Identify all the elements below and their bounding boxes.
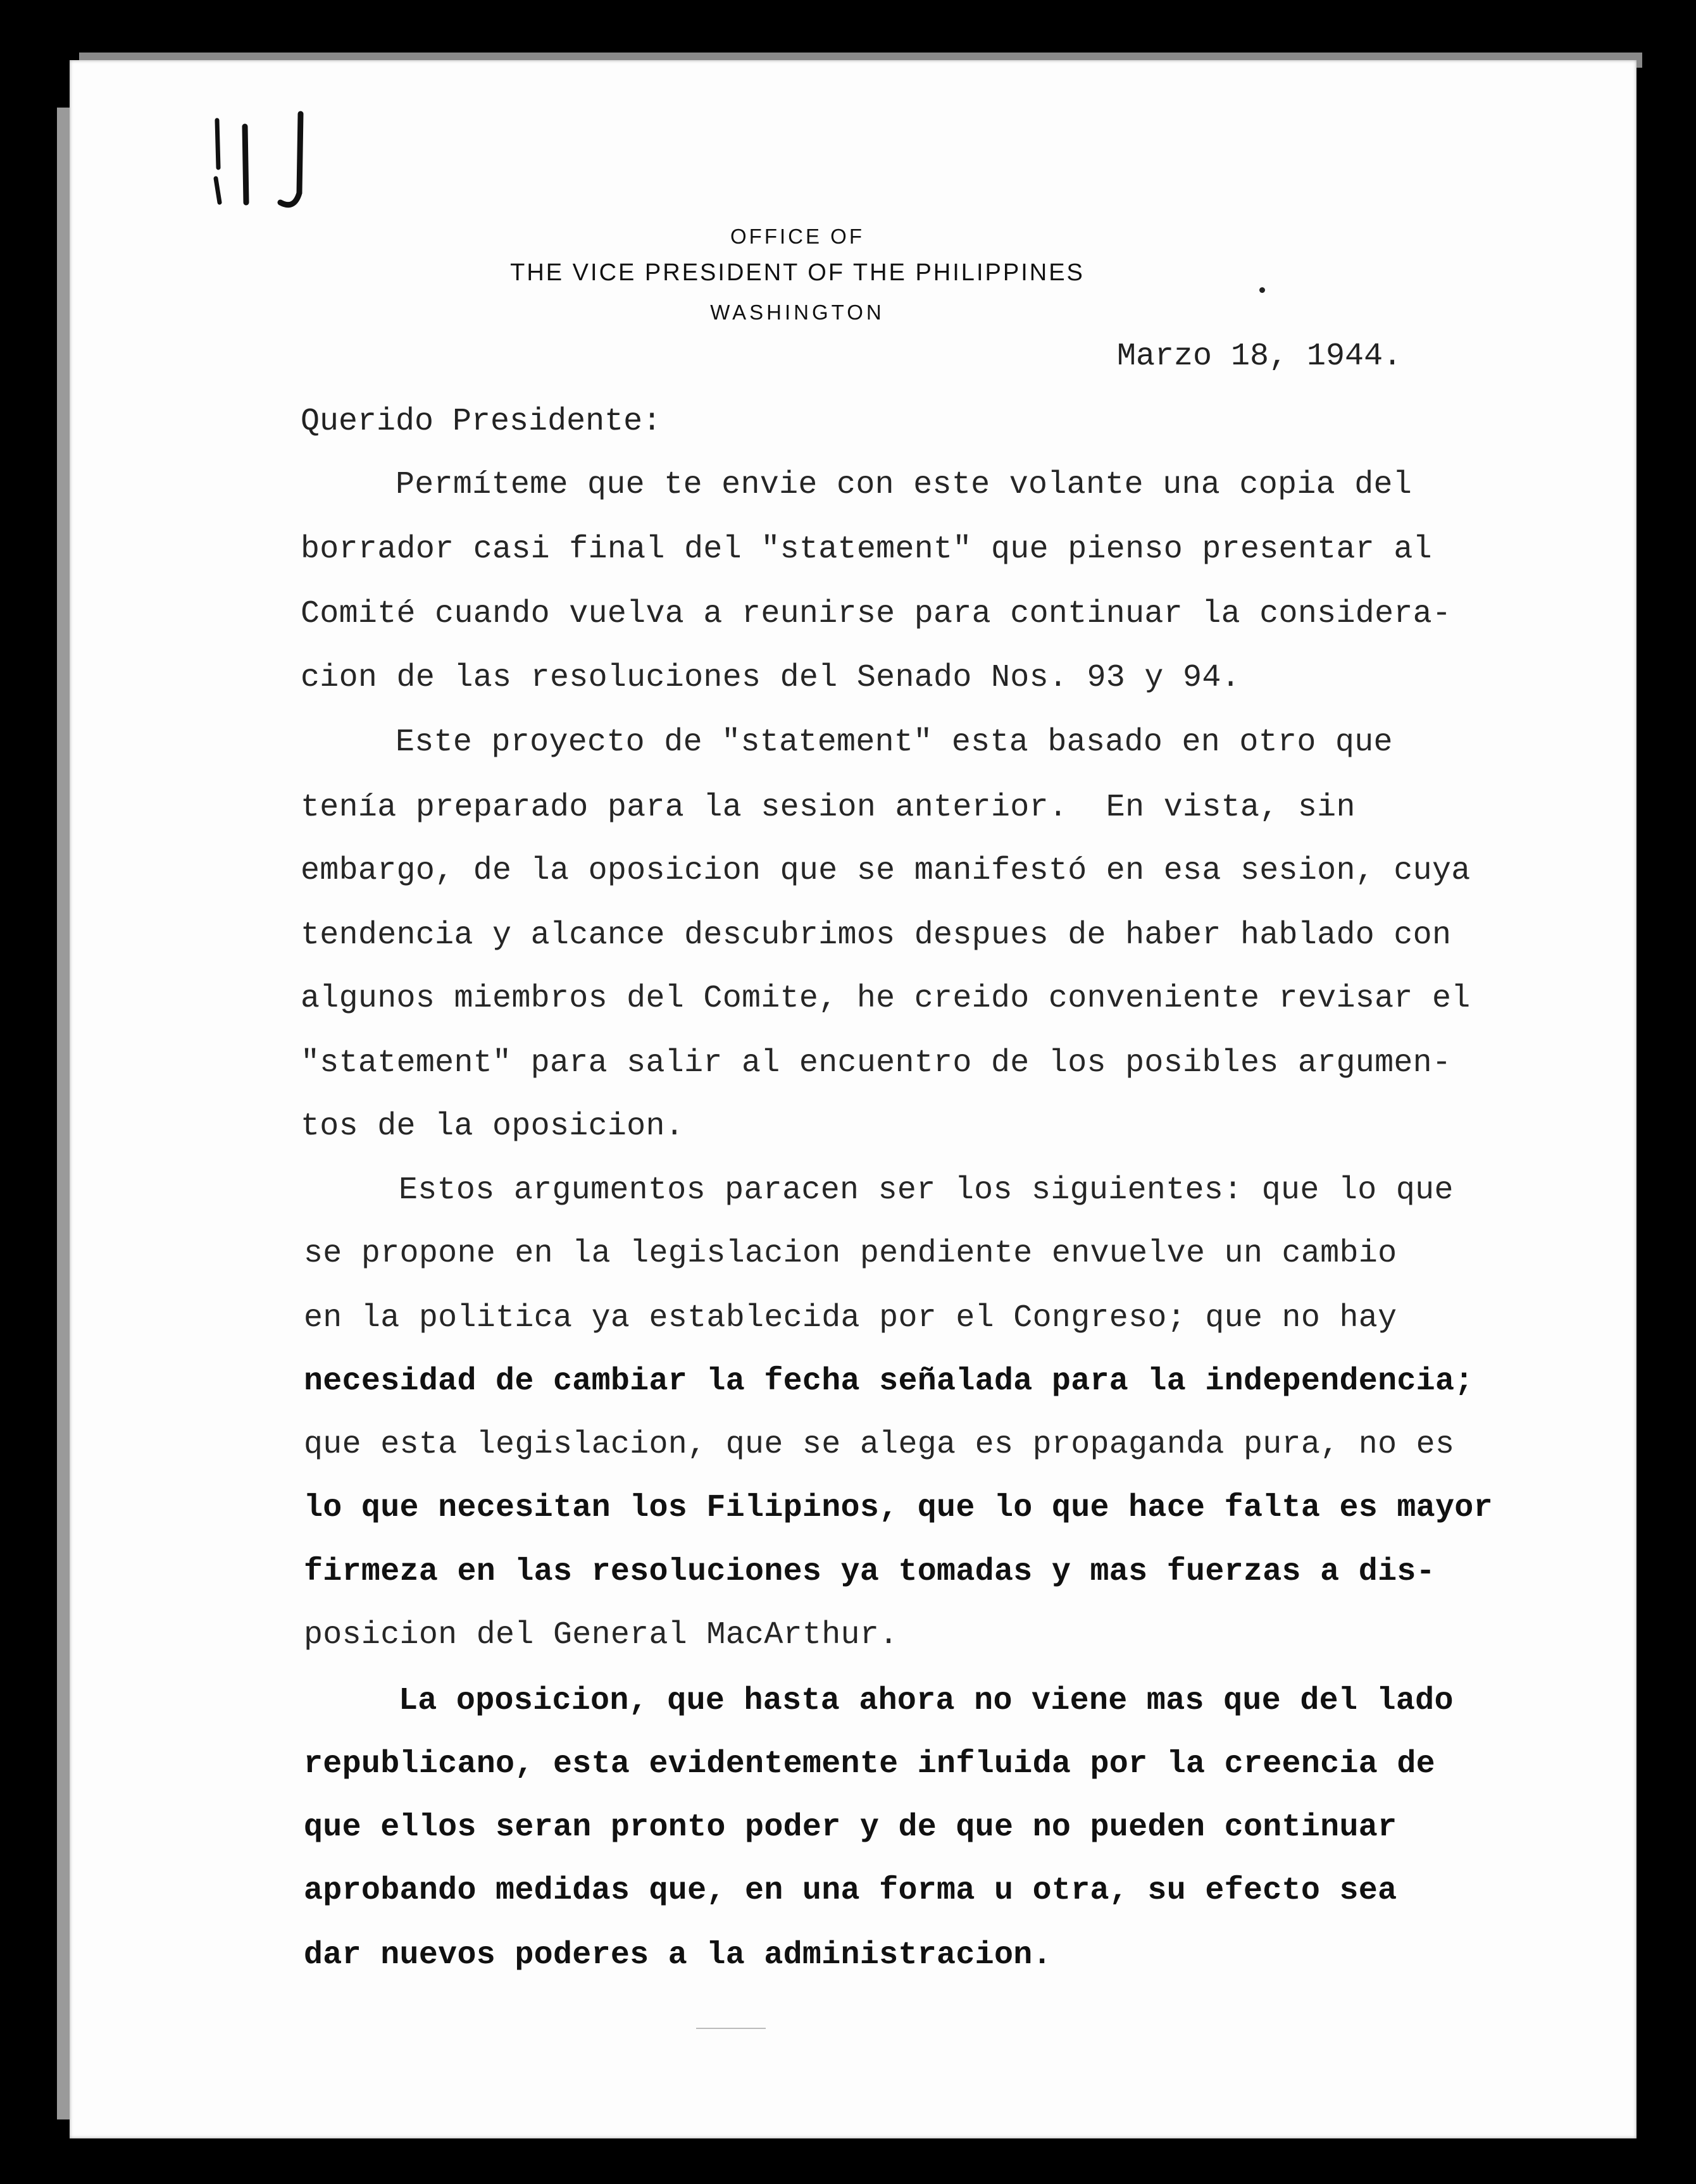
body-line: republicano, esta evidentemente influida por la creencia de — [304, 1746, 1435, 1782]
body-line: necesidad de cambiar la fecha señalada para la independencia; — [304, 1363, 1474, 1399]
body-line: lo que necesitan los Filipinos, que lo que hace falta es mayor — [304, 1490, 1493, 1526]
letter-date: Marzo 18, 1944. — [1117, 338, 1402, 375]
letterhead-city: WASHINGTON — [710, 301, 885, 324]
body-line: que esta legislacion, que se alega es propaganda pura, no es — [304, 1427, 1455, 1463]
body-line: cion de las resoluciones del Senado Nos. 93 y 94. — [301, 660, 1240, 696]
body-line: tos de la oposicion. — [301, 1108, 685, 1145]
body-line: posicion del General MacArthur. — [304, 1617, 899, 1653]
ink-speck — [1259, 287, 1265, 293]
body-line: se propone en la legislacion pendiente envuelve un cambio — [304, 1236, 1397, 1272]
letter-salutation: Querido Presidente: — [301, 404, 662, 440]
body-line: embargo, de la oposicion que se manifestó en esa sesion, cuya — [301, 853, 1471, 889]
letterhead-office-of: OFFICE OF — [730, 225, 864, 248]
faint-underline-mark — [696, 2028, 766, 2029]
body-line: La oposicion, que hasta ahora no viene mas que del lado — [399, 1683, 1454, 1719]
body-line: Permíteme que te envie con este volante una copia del — [396, 467, 1412, 503]
body-line: borrador casi final del "statement" que pienso presentar al — [301, 531, 1432, 568]
body-line: dar nuevos poderes a la administracion. — [304, 1937, 1052, 1973]
body-line: que ellos seran pronto poder y de que no pueden continuar — [304, 1809, 1397, 1846]
body-line: Comité cuando vuelva a reunirse para continuar la considera- — [301, 596, 1452, 632]
handwritten-page-number — [206, 108, 313, 221]
body-line: algunos miembros del Comite, he creido conveniente revisar el — [301, 981, 1471, 1017]
letterhead-title: THE VICE PRESIDENT OF THE PHILIPPINES — [510, 259, 1085, 286]
body-line: en la politica ya establecida por el Congreso; que no hay — [304, 1300, 1397, 1336]
body-line: Este proyecto de "statement" esta basado en otro que — [396, 724, 1393, 760]
body-line: "statement" para salir al encuentro de los posibles argumen- — [301, 1045, 1452, 1081]
body-line: tendencia y alcance descubrimos despues de haber hablado con — [301, 917, 1452, 953]
body-line: aprobando medidas que, en una forma u otra, su efecto sea — [304, 1873, 1397, 1909]
body-line: firmeza en las resoluciones ya tomadas y mas fuerzas a dis- — [304, 1554, 1435, 1590]
body-line: Estos argumentos paracen ser los siguientes: que lo que — [399, 1172, 1454, 1208]
body-line: tenía preparado para la sesion anterior. En vista, sin — [301, 790, 1356, 826]
